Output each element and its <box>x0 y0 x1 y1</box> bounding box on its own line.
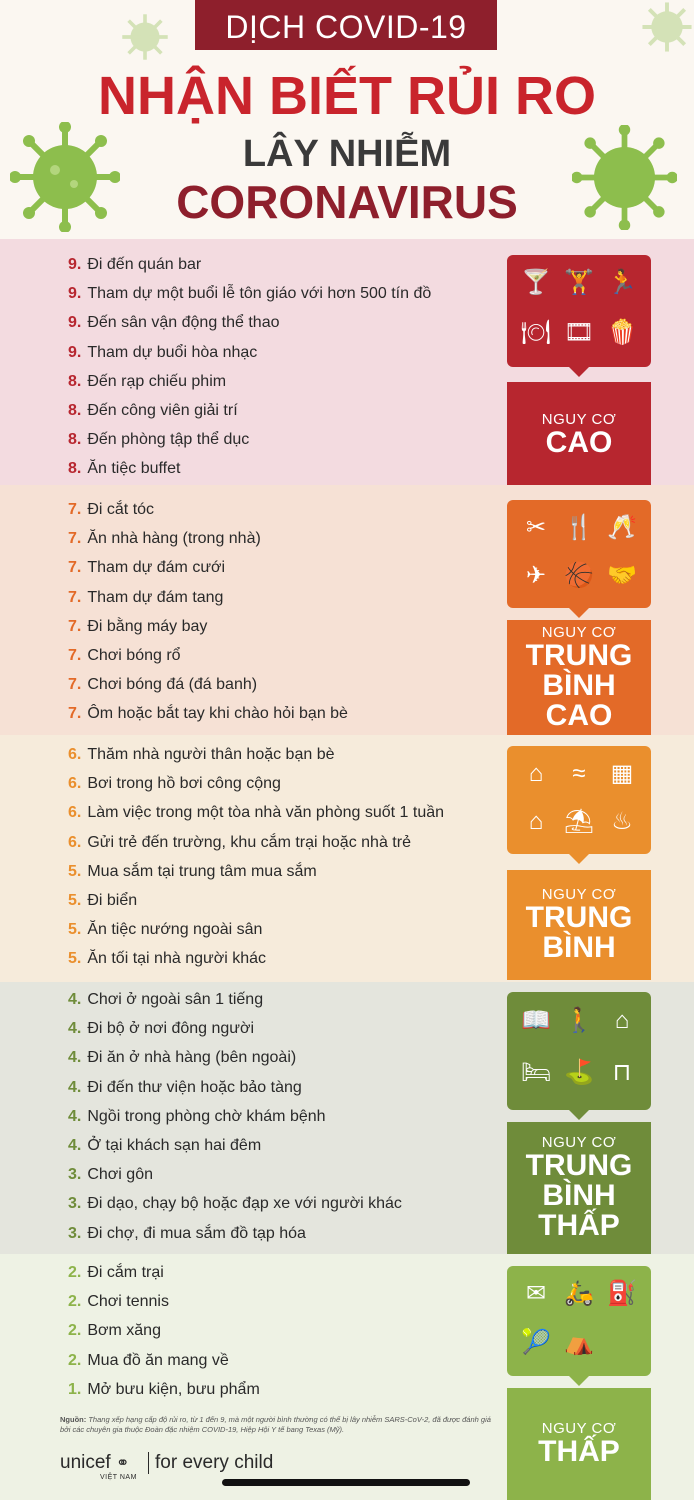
activity-item <box>68 1019 254 1039</box>
risk-level-value: BÌNH <box>542 1179 616 1212</box>
activity-item <box>68 459 180 479</box>
champagne-icon: 🥂 <box>607 513 637 541</box>
activity-icons-panel <box>507 255 651 367</box>
risk-score: 3. <box>68 1195 82 1213</box>
activity-text: Đi cắm trại <box>87 1264 164 1281</box>
activity-text: Đến sân vận động thể thao <box>87 314 280 332</box>
gas-pump-icon: ⛽ <box>607 1279 637 1307</box>
activity-text: Ăn tiệc buffet <box>87 460 181 478</box>
callout-pointer <box>569 1110 589 1120</box>
activity-text: Đi biển <box>87 892 138 909</box>
activity-text: Tham dự đám tang <box>87 588 224 606</box>
risk-score: 2. <box>68 1322 82 1340</box>
risk-level-med <box>507 870 651 980</box>
risk-score: 9. <box>68 314 82 332</box>
activity-text: Đến công viên giải trí <box>87 402 238 419</box>
activity-text: Bơi trong hồ bơi công cộng <box>87 775 281 793</box>
callout-pointer <box>569 608 589 618</box>
activity-text: Làm việc trong một tòa nhà văn phòng suốt 1 tuần <box>87 804 445 822</box>
treadmill-icon: 🏃 <box>607 269 637 296</box>
buffet-icon: 🍽 <box>520 319 552 346</box>
activity-text: Chơi gôn <box>87 1166 153 1184</box>
activity-item <box>68 675 257 695</box>
risk-level-value: CAO <box>545 426 613 459</box>
activity-icons-panel <box>507 500 651 608</box>
activity-text: Đến rạp chiếu phim <box>87 372 227 390</box>
activity-text: Đi bằng máy bay <box>87 617 208 635</box>
risk-level-medhigh <box>507 620 651 735</box>
risk-level-value: TRUNG <box>525 901 633 934</box>
risk-level-low <box>507 1388 651 1500</box>
risk-score: 2. <box>68 1293 82 1311</box>
activity-text: Tham dự buổi hòa nhạc <box>87 343 258 361</box>
delivery-scooter-icon: 🛵 <box>564 1279 594 1307</box>
activity-item <box>68 313 280 333</box>
risk-score: 7. <box>68 530 82 548</box>
house-visit-icon: ⌂ <box>528 759 544 787</box>
risk-score: 6. <box>68 833 82 851</box>
bar-icon: 🍸 <box>521 269 551 296</box>
activity-item <box>68 1292 169 1312</box>
risk-score: 4. <box>68 1078 82 1096</box>
handshake-icon: 🤝 <box>607 561 637 589</box>
source-note <box>60 1415 500 1435</box>
callout-pointer <box>569 1376 589 1386</box>
risk-score: 8. <box>68 431 82 449</box>
basketball-icon: 🏀 <box>564 561 594 589</box>
activity-item <box>68 803 444 823</box>
risk-score: 4. <box>68 1107 82 1125</box>
activity-text: Ăn tiệc nướng ngoài sân <box>87 921 263 939</box>
activity-text: Tham dự đám cưới <box>87 559 226 577</box>
risk-score: 2. <box>68 1351 82 1369</box>
activity-text: Mở bưu kiện, bưu phẩm <box>87 1380 260 1398</box>
activity-item <box>68 255 201 275</box>
activity-text: Ở tại khách sạn hai đêm <box>87 1137 262 1154</box>
activity-item <box>68 430 249 450</box>
risk-score: 7. <box>68 647 82 664</box>
page-subtitle: LÂY NHIỄM <box>242 133 452 175</box>
outdoor-table-icon: ⊓ <box>612 1059 632 1087</box>
risk-score: 1. <box>68 1380 82 1398</box>
airplane-icon: ✈ <box>525 561 547 589</box>
activity-item <box>68 646 181 666</box>
grill-icon: ♨ <box>611 807 633 835</box>
activity-text: Đi cắt tóc <box>87 501 155 518</box>
activity-item <box>68 1321 161 1341</box>
activity-item <box>68 588 223 608</box>
activity-text: Ăn nhà hàng (trong nhà) <box>87 530 261 548</box>
activity-item <box>68 1263 164 1283</box>
activity-item <box>68 1224 306 1244</box>
risk-score: 4. <box>68 1137 82 1154</box>
risk-level-label: NGUY CƠ <box>541 1134 617 1151</box>
activity-item <box>68 704 348 724</box>
risk-score: 7. <box>68 501 82 518</box>
activity-text: Chơi ở ngoài sân 1 tiếng <box>87 991 264 1008</box>
activity-item <box>68 1136 261 1156</box>
unicef-country: VIỆT NAM <box>100 1474 137 1481</box>
home-indicator[interactable] <box>222 1479 470 1486</box>
risk-score: 3. <box>68 1166 82 1184</box>
risk-level-label: NGUY CƠ <box>541 886 617 903</box>
source-text: Thang xếp hạng cấp độ rủi ro, từ 1 đến 9, mà một người bình thường có thể bị lây nhiễm SARS-CoV-2, đã được đánh giá bởi các chuyên gia thuộc Đoàn đặc nhiệm COVID-19, Hiệp Hội Y tế bang Texas (Mỹ). <box>60 1415 491 1434</box>
activity-text: Mua đồ ăn mang về <box>87 1351 229 1369</box>
risk-score: 8. <box>68 372 82 390</box>
activity-item <box>68 1165 153 1185</box>
activity-text: Chơi tennis <box>87 1293 169 1311</box>
activity-text: Đi chợ, đi mua sắm đồ tạp hóa <box>87 1224 306 1242</box>
activity-item <box>68 990 263 1010</box>
swimming-icon: ≈ <box>572 759 586 787</box>
activity-text: Đi bộ ở nơi đông người <box>87 1020 255 1038</box>
activity-icons-panel <box>507 746 651 854</box>
museum-icon: ⌂ <box>614 1006 630 1034</box>
bed-icon: 🛏 <box>520 1059 552 1087</box>
activity-text: Đi ăn ở nhà hàng (bên ngoài) <box>87 1049 297 1067</box>
activity-item <box>68 558 225 578</box>
activity-text: Gửi trẻ đến trường, khu cắm trại hoặc nhà trẻ <box>87 833 411 851</box>
film-reel-icon: 🎞 <box>563 319 595 346</box>
activity-item <box>68 862 317 882</box>
scissors-icon: ✂ <box>525 513 547 541</box>
activity-text: Đi đến quán bar <box>87 256 202 273</box>
callout-pointer <box>569 367 589 377</box>
activity-text: Đi đến thư viện hoặc bảo tàng <box>87 1078 302 1096</box>
risk-level-value: THẤP <box>538 1435 620 1468</box>
activity-item <box>68 1107 326 1127</box>
dumbbell-icon: 🏋 <box>564 269 594 296</box>
activity-item <box>68 1048 296 1068</box>
risk-score: 4. <box>68 1020 82 1038</box>
activity-item <box>68 529 261 549</box>
activity-text: Ăn tối tại nhà người khác <box>87 950 266 968</box>
envelope-icon: ✉ <box>525 1279 547 1307</box>
risk-level-high <box>507 382 651 488</box>
risk-score: 4. <box>68 991 82 1008</box>
activity-item <box>68 617 207 637</box>
risk-score: 7. <box>68 559 82 577</box>
risk-score: 8. <box>68 402 82 419</box>
risk-score: 5. <box>68 862 82 880</box>
slogan: for every child <box>148 1452 273 1474</box>
beach-icon: ⛱ <box>563 807 595 835</box>
school-icon: ⌂ <box>528 807 544 835</box>
activity-item <box>68 401 238 421</box>
activity-item <box>68 949 266 969</box>
risk-level-label: NGUY CƠ <box>541 624 617 641</box>
risk-score: 5. <box>68 921 82 939</box>
activity-text: Thăm nhà người thân hoặc bạn bè <box>87 746 335 763</box>
activity-item <box>68 1078 302 1098</box>
unicef-logo: unicef ⚭ <box>60 1452 130 1473</box>
tennis-icon: 🎾 <box>521 1328 551 1356</box>
activity-item <box>68 891 137 911</box>
risk-level-value: THẤP <box>538 1209 620 1242</box>
risk-level-medlow <box>507 1122 651 1254</box>
activity-text: Chơi bóng rổ <box>87 647 181 664</box>
activity-item <box>68 284 431 304</box>
activity-item <box>68 343 257 363</box>
risk-level-label: NGUY CƠ <box>541 1420 617 1437</box>
activity-text: Tham dự một buổi lễ tôn giáo với hơn 500 tín đồ <box>87 285 432 303</box>
tent-icon: ⛺ <box>564 1328 594 1356</box>
risk-score: 3. <box>68 1224 82 1242</box>
risk-score: 9. <box>68 343 82 361</box>
risk-score: 5. <box>68 950 82 968</box>
risk-score: 7. <box>68 617 82 635</box>
risk-score: 8. <box>68 460 82 478</box>
golf-icon: ⛳ <box>564 1059 594 1087</box>
activity-icons-panel <box>507 1266 651 1376</box>
activity-item <box>68 372 226 392</box>
activity-item <box>68 1194 402 1214</box>
header <box>0 0 694 238</box>
page-subtitle-virus: CORONAVIRUS <box>176 176 518 228</box>
source-label: Nguồn: <box>60 1415 87 1424</box>
activity-text: Bơm xăng <box>87 1322 161 1340</box>
risk-level-value: BÌNH <box>542 931 616 964</box>
risk-level-value: CAO <box>545 699 613 732</box>
activity-item <box>68 500 154 520</box>
callout-pointer <box>569 854 589 864</box>
risk-score: 9. <box>68 256 82 273</box>
risk-level-value: TRUNG <box>525 639 633 672</box>
risk-score: 6. <box>68 804 82 822</box>
activity-item <box>68 745 335 765</box>
risk-level-value: BÌNH <box>542 669 616 702</box>
virus-icon <box>640 0 694 54</box>
risk-score: 7. <box>68 705 82 723</box>
activity-text: Chơi bóng đá (đá banh) <box>87 676 258 694</box>
activity-text: Đi dạo, chạy bộ hoặc đạp xe với người khác <box>87 1195 402 1213</box>
book-icon: 📖 <box>521 1006 551 1034</box>
risk-score: 5. <box>68 892 82 909</box>
activity-text: Ngồi trong phòng chờ khám bệnh <box>87 1107 326 1125</box>
risk-score: 4. <box>68 1049 82 1067</box>
office-building-icon: ▦ <box>610 759 634 787</box>
activity-item <box>68 920 262 940</box>
risk-score: 2. <box>68 1264 82 1281</box>
header-tag: DỊCH COVID-19 <box>195 0 497 50</box>
virus-icon <box>120 12 170 62</box>
risk-level-value: TRUNG <box>525 1149 633 1182</box>
activity-item <box>68 1380 260 1400</box>
risk-score: 7. <box>68 676 82 694</box>
activity-icons-panel <box>507 992 651 1110</box>
activity-item <box>68 833 411 853</box>
activity-item <box>68 774 281 794</box>
restaurant-icon: 🍴 <box>564 513 594 541</box>
activity-item <box>68 1351 229 1371</box>
page-title: NHẬN BIẾT RỦI RO <box>98 66 596 126</box>
popcorn-icon: 🍿 <box>607 319 637 346</box>
risk-score: 6. <box>68 775 82 793</box>
risk-score: 7. <box>68 588 82 606</box>
risk-score: 6. <box>68 746 82 763</box>
risk-level-label: NGUY CƠ <box>541 411 617 428</box>
walking-icon: 🚶 <box>564 1006 594 1034</box>
risk-score: 9. <box>68 285 82 303</box>
activity-text: Mua sắm tại trung tâm mua sắm <box>87 862 317 880</box>
activity-text: Đến phòng tập thể dục <box>87 431 250 449</box>
activity-text: Ôm hoặc bắt tay khi chào hỏi bạn bè <box>87 705 348 723</box>
